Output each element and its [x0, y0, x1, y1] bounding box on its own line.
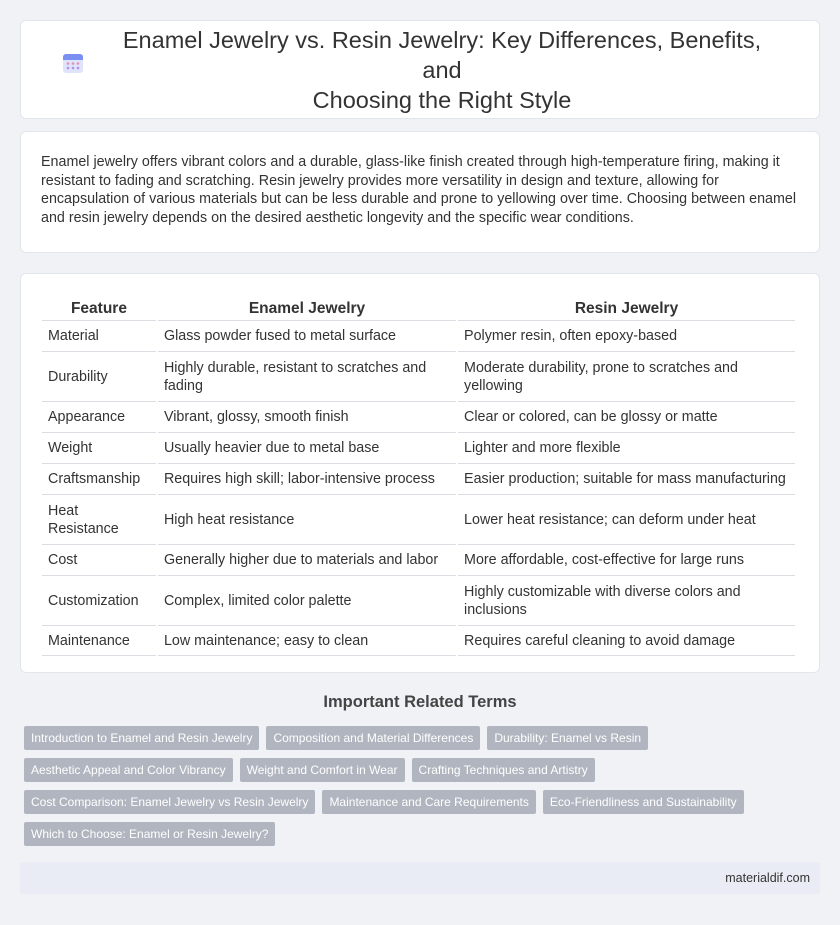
title-card — [20, 20, 820, 119]
enamel-cell: High heat resistance — [158, 494, 456, 544]
comparison-table — [40, 294, 797, 656]
related-term-tag[interactable]: Introduction to Enamel and Resin Jewelry — [24, 726, 259, 750]
page-title-line1: Enamel Jewelry vs. Resin Jewelry: Key Differences, Benefits, and — [122, 26, 762, 83]
enamel-cell: Usually heavier due to metal base — [158, 432, 456, 463]
related-terms-tags — [24, 726, 824, 854]
table-row — [42, 320, 795, 351]
footer — [20, 862, 820, 894]
related-term-tag[interactable]: Crafting Techniques and Artistry — [412, 758, 595, 782]
feature-cell: Cost — [42, 544, 156, 575]
table-row — [42, 494, 795, 544]
feature-cell: Craftsmanship — [42, 463, 156, 494]
enamel-cell: Highly durable, resistant to scratches and fading — [158, 351, 456, 401]
table-row — [42, 351, 795, 401]
related-term-tag[interactable]: Cost Comparison: Enamel Jewelry vs Resin Jewelry — [24, 790, 315, 814]
enamel-cell: Low maintenance; easy to clean — [158, 625, 456, 656]
comparison-table-card — [20, 273, 820, 673]
resin-cell: Easier production; suitable for mass manufacturing — [458, 463, 795, 494]
related-term-tag[interactable]: Maintenance and Care Requirements — [322, 790, 535, 814]
related-term-tag[interactable]: Eco-Friendliness and Sustainability — [543, 790, 744, 814]
feature-cell: Customization — [42, 575, 156, 625]
feature-cell: Material — [42, 320, 156, 351]
tag-row — [24, 726, 824, 752]
related-term-tag[interactable]: Composition and Material Differences — [266, 726, 480, 750]
resin-cell: Requires careful cleaning to avoid damage — [458, 625, 795, 656]
table-row — [42, 463, 795, 494]
resin-cell: More affordable, cost-effective for large runs — [458, 544, 795, 575]
intro-paragraph: Enamel jewelry offers vibrant colors and a durable, glass-like finish created through high-temperature firing, making it resistant to fading and scratching. Resin jewelry provides more versatility in design and texture, allowing for encapsulation of various materials but can be less durable and prone to yellowing over time. Choosing between enamel and resin jewelry depends on the desired aesthetic longevity and the specific wear conditions. — [41, 154, 797, 226]
enamel-cell: Complex, limited color palette — [158, 575, 456, 625]
tag-row — [24, 758, 824, 784]
title-wrap — [61, 25, 779, 115]
enamel-cell: Requires high skill; labor-intensive process — [158, 463, 456, 494]
table-row — [42, 625, 795, 656]
resin-cell: Moderate durability, prone to scratches and yellowing — [458, 351, 795, 401]
feature-cell: Heat Resistance — [42, 494, 156, 544]
table-row — [42, 401, 795, 432]
related-term-tag[interactable]: Weight and Comfort in Wear — [240, 758, 405, 782]
enamel-cell: Vibrant, glossy, smooth finish — [158, 401, 456, 432]
related-term-tag[interactable]: Durability: Enamel vs Resin — [487, 726, 648, 750]
calendar-icon — [61, 51, 85, 75]
related-term-tag[interactable]: Which to Choose: Enamel or Resin Jewelry? — [24, 822, 275, 846]
related-term-tag[interactable]: Aesthetic Appeal and Color Vibrancy — [24, 758, 233, 782]
page-title — [105, 25, 779, 115]
footer-site-link[interactable]: materialdif.com — [725, 871, 810, 885]
table-row — [42, 575, 795, 625]
header-enamel: Enamel Jewelry — [248, 300, 366, 317]
feature-cell: Appearance — [42, 401, 156, 432]
page-title-line2: Choosing the Right Style — [312, 86, 572, 113]
resin-cell: Clear or colored, can be glossy or matte — [458, 401, 795, 432]
feature-cell: Maintenance — [42, 625, 156, 656]
table-row — [42, 432, 795, 463]
table-row — [42, 544, 795, 575]
feature-cell: Weight — [42, 432, 156, 463]
related-terms-title: Important Related Terms — [323, 693, 517, 711]
resin-cell: Lower heat resistance; can deform under heat — [458, 494, 795, 544]
header-feature: Feature — [70, 300, 127, 317]
enamel-cell: Generally higher due to materials and labor — [158, 544, 456, 575]
feature-cell: Durability — [42, 351, 156, 401]
resin-cell: Lighter and more flexible — [458, 432, 795, 463]
tag-row — [24, 822, 824, 848]
header-resin: Resin Jewelry — [574, 300, 679, 317]
enamel-cell: Glass powder fused to metal surface — [158, 320, 456, 351]
resin-cell: Highly customizable with diverse colors and inclusions — [458, 575, 795, 625]
tag-row — [24, 790, 824, 816]
intro-card — [20, 131, 820, 253]
resin-cell: Polymer resin, often epoxy-based — [458, 320, 795, 351]
table-header-row — [42, 294, 795, 320]
